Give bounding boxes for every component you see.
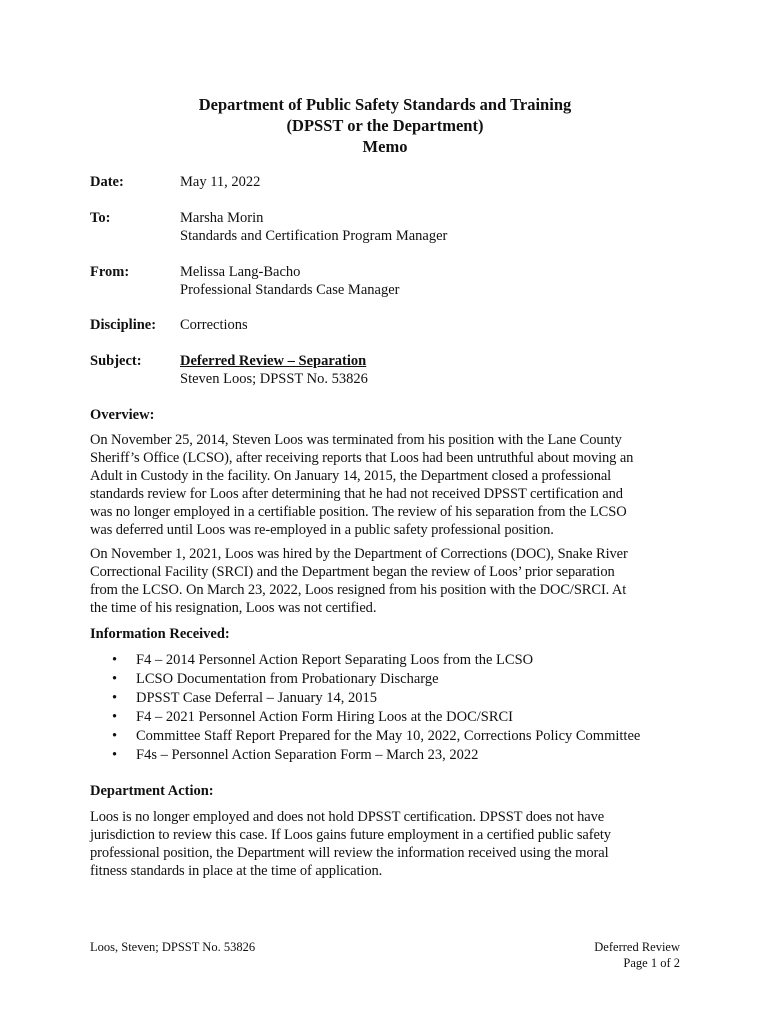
date-label: Date: [90, 174, 124, 190]
subject-label: Subject: [90, 353, 142, 369]
to-name: Marsha Morin [180, 210, 264, 226]
overview-paragraph-1 [90, 431, 680, 539]
bullet-icon: • [112, 709, 118, 725]
header-memo: Memo [362, 137, 408, 156]
text-line: jurisdiction to review this case. If Loos gains future employment in a certified public safety [90, 827, 611, 843]
discipline-label: Discipline: [90, 317, 157, 333]
header-subtitle: (DPSST or the Department) [286, 116, 484, 135]
overview-paragraph-2 [90, 545, 680, 617]
action-paragraph [90, 808, 680, 880]
date-value: May 11, 2022 [180, 174, 261, 190]
text-line: On November 1, 2021, Loos was hired by the Department of Corrections (DOC), Snake River [90, 546, 628, 562]
to-label: To: [90, 210, 111, 226]
text-line: Sheriff’s Office (LCSO), after receiving reports that Loos had been untruthful about moving an [90, 450, 634, 466]
text-line: Adult in Custody in the facility. On January 14, 2015, the Department closed a professional [90, 468, 612, 484]
discipline-value: Corrections [180, 317, 248, 333]
text-line: standards review for Loos after determining that he had not received DPSST certification and [90, 486, 623, 502]
bullet-icon: • [112, 671, 118, 687]
from-title: Professional Standards Case Manager [180, 282, 400, 298]
text-line: Loos is no longer employed and does not hold DPSST certification. DPSST does not have [90, 809, 605, 825]
subject-title: Deferred Review – Separation [180, 353, 367, 369]
overview-heading: Overview: [90, 407, 155, 423]
text-line: Correctional Facility (SRCI) and the Department began the review of Loos’ prior separation [90, 564, 615, 580]
footer-doc-type: Deferred Review [594, 940, 680, 954]
bullet-icon: • [112, 652, 118, 668]
to-title: Standards and Certification Program Manager [180, 228, 448, 244]
text-line: was no longer employed in a certifiable position. The review of his separation from the LCSO [90, 504, 627, 520]
footer-page-info [594, 939, 680, 971]
list-item: • Committee Staff Report Prepared for the May 10, 2022, Corrections Policy Committee [112, 728, 641, 744]
list-item: • F4 – 2021 Personnel Action Form Hiring Loos at the DOC/SRCI [112, 709, 513, 725]
list-item: • F4 – 2014 Personnel Action Report Separating Loos from the LCSO [112, 652, 534, 668]
bullet-icon: • [112, 728, 118, 744]
text-line: from the LCSO. On March 23, 2022, Loos resigned from his position with the DOC/SRCI. At [90, 582, 627, 598]
text-line: fitness standards in place at the time of application. [90, 863, 383, 879]
information-list [90, 651, 640, 765]
text-line: was deferred until Loos was re-employed in a public safety professional position. [90, 522, 554, 538]
from-name: Melissa Lang-Bacho [180, 264, 301, 280]
information-heading: Information Received: [90, 626, 230, 642]
footer-page-number: Page 1 of 2 [623, 956, 680, 970]
subject-detail: Steven Loos; DPSST No. 53826 [180, 371, 368, 387]
header-title: Department of Public Safety Standards and Training [198, 95, 572, 114]
bullet-icon: • [112, 747, 118, 763]
list-item: • DPSST Case Deferral – January 14, 2015 [112, 690, 377, 706]
text-line: professional position, the Department will review the information received using the moral [90, 845, 609, 861]
footer-case-id: Loos, Steven; DPSST No. 53826 [90, 940, 256, 954]
action-heading: Department Action: [90, 783, 214, 799]
memo-header [0, 94, 770, 157]
text-line: the time of his resignation, Loos was not certified. [90, 600, 377, 616]
list-item: • F4s – Personnel Action Separation Form – March 23, 2022 [112, 747, 479, 763]
text-line: On November 25, 2014, Steven Loos was terminated from his position with the Lane County [90, 432, 622, 448]
bullet-icon: • [112, 690, 118, 706]
from-label: From: [90, 264, 130, 280]
list-item: • LCSO Documentation from Probationary Discharge [112, 671, 439, 687]
